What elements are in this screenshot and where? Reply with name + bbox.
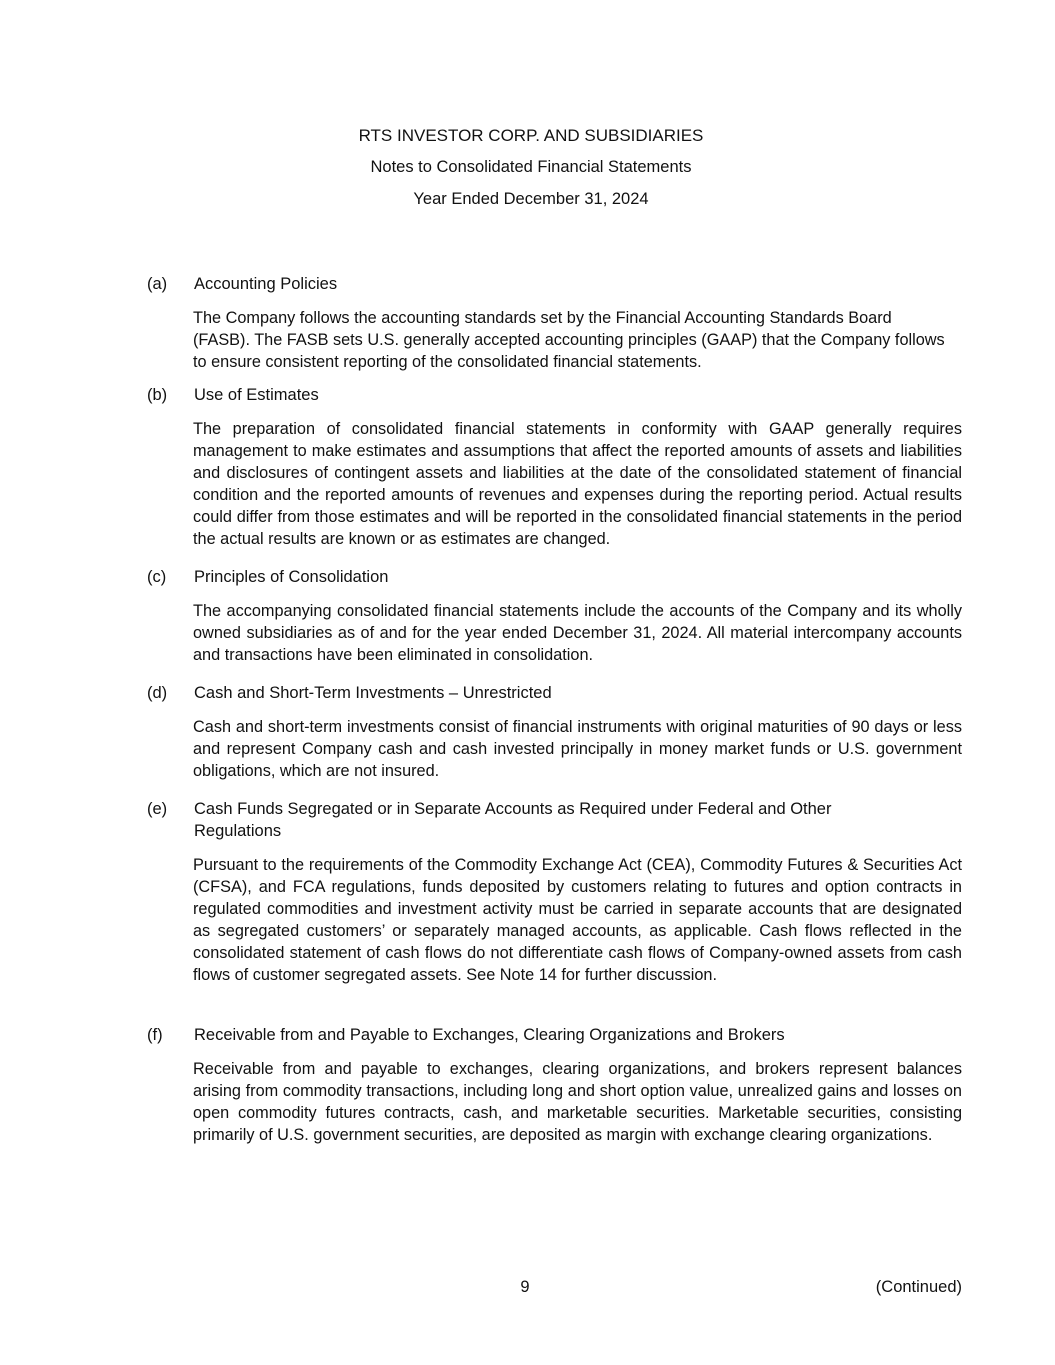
section-body-cash-funds-segregated: Pursuant to the requirements of the Commodity Exchange Act (CEA), Commodity Futures & Securities Act (CFSA), and FCA regulations, funds deposited by customers relating to futures and option contracts in regulated commodities and investment activity must be carried in separate accounts that are designated as segregated customers’ or separately managed accounts, as applicable. Cash flows reflected in the consolidated statement of cash flows do not differentiate cash flows of Company-owned assets from cash flows of customer segregated assets. See Note 14 for further discussion. xyxy=(193,856,962,984)
section-body-accounting-policies: The Company follows the accounting standards set by the Financial Accounting Standards Board (FASB). The FASB sets U.S. generally accepted accounting principles (GAAP) that the Company follows to ensure consistent reporting of the consolidated financial statements. xyxy=(193,309,945,371)
section-letter: (e) xyxy=(147,800,168,818)
section-letter: (c) xyxy=(147,568,167,586)
section-title: Accounting Policies xyxy=(194,275,338,293)
section-title: Cash Funds Segregated or in Separate Accounts as Required under Federal and Other Regulations xyxy=(194,800,832,840)
section-letter: (f) xyxy=(147,1026,163,1044)
section-title: Cash and Short-Term Investments – Unrestricted xyxy=(194,684,552,702)
reporting-period: Year Ended December 31, 2024 xyxy=(413,190,649,208)
section-body-receivable-payable: Receivable from and payable to exchanges, clearing organizations, and brokers represent balances arising from commodity transactions, including long and short option value, unrealized gains and losses on open commodity futures contracts, cash, and marketable securities. Marketable securities, consisting primarily of U.S. government securities, are deposited as margin with exchange clearing organizations. xyxy=(193,1060,962,1144)
page-number: 9 xyxy=(520,1278,530,1296)
section-title: Use of Estimates xyxy=(194,386,319,404)
section-title: Receivable from and Payable to Exchanges, Clearing Organizations and Brokers xyxy=(194,1026,785,1044)
section-body-principles-of-consolidation: The accompanying consolidated financial statements include the accounts of the Company and its wholly owned subsidiaries as of and for the year ended December 31, 2024. All material intercompany accounts and transactions have been eliminated in consolidation. xyxy=(193,602,962,664)
continued-label: (Continued) xyxy=(875,1278,962,1296)
section-letter: (a) xyxy=(147,275,168,293)
document-subtitle: Notes to Consolidated Financial Statements xyxy=(370,158,692,176)
section-body-use-of-estimates: The preparation of consolidated financial statements in conformity with GAAP generally requires management to make estimates and assumptions that affect the reported amounts of assets and liabilities and disclosures of contingent assets and liabilities at the date of the consolidated statement of financial condition and the reported amounts of revenues and expenses during the reporting period. Actual results could differ from those estimates and will be reported in the consolidated financial statements in the period the actual results are known or as estimates are changed. xyxy=(193,420,962,548)
section-letter: (d) xyxy=(147,684,168,702)
section-title: Principles of Consolidation xyxy=(194,568,389,586)
section-body-cash-and-short-term-investments: Cash and short-term investments consist of financial instruments with original maturities of 90 days or less and represent Company cash and cash invested principally in money market funds or U.S. government obligations, which are not insured. xyxy=(193,718,962,780)
company-name: RTS INVESTOR CORP. AND SUBSIDIARIES xyxy=(358,126,704,145)
section-letter: (b) xyxy=(147,386,168,404)
